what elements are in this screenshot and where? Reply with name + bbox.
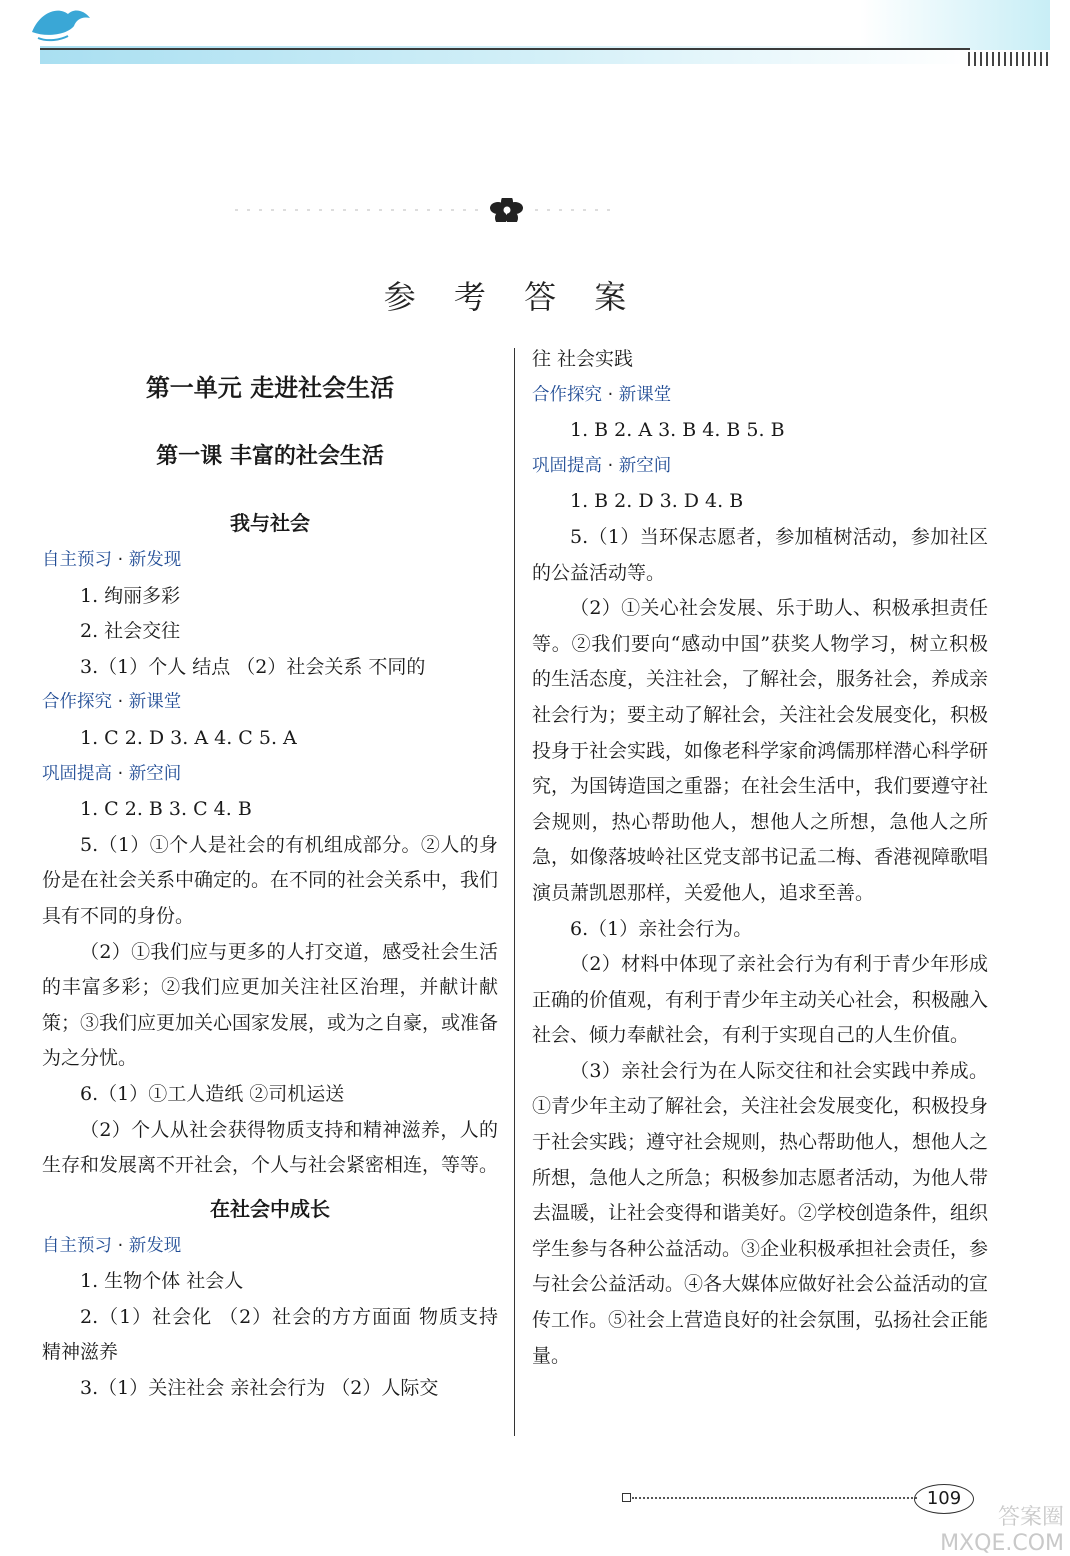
lesson-title: 第一课 丰富的社会生活 xyxy=(156,444,384,469)
answer-line: 6.（1）①工人造纸 ②司机运送 xyxy=(80,1082,345,1105)
answer-line: 1. 绚丽多彩 xyxy=(80,584,181,607)
section-label-explore: 合作探究 · 新课堂 xyxy=(42,692,182,713)
section-title: 我与社会 xyxy=(230,511,310,535)
answer-paragraph: 2.（1）社会化 （2）社会的方方面面 物质支持 精神滋养 xyxy=(42,1305,498,1364)
answer-line: 3.（1）个人 结点 （2）社会关系 不同的 xyxy=(80,655,426,678)
answer-paragraph: （2）①我们应与更多的人打交道，感受社会生活的丰富多彩；②我们应更加关注社区治理，并献计献策；③我们应更加关心国家发展，或为之自豪，或准备为之分忧。 xyxy=(42,940,499,1070)
left-column xyxy=(42,360,498,1407)
section-label-part: 自主预习 xyxy=(42,550,112,570)
flower-ornament-icon xyxy=(235,198,615,222)
answer-line: 6.（1）亲社会行为。 xyxy=(570,917,753,940)
answer-line: 1. C 2. B 3. C 4. B xyxy=(80,798,252,821)
footer-dotted-rule xyxy=(632,1497,917,1499)
section-label-improve: 巩固提高 · 新空间 xyxy=(42,763,182,784)
section-label-part: 巩固提高 xyxy=(42,763,112,784)
header-rule xyxy=(40,48,970,50)
section-label-part: 巩固提高 xyxy=(532,455,602,476)
answer-line: 1. B 2. D 3. D 4. B xyxy=(570,490,744,513)
section-label-part: 新空间 xyxy=(128,763,182,784)
page-title: 参 考 答 案 xyxy=(383,278,641,316)
section-label-part: 新发现 xyxy=(128,1235,182,1256)
header-ticks xyxy=(968,52,1048,66)
section-label-part: 新发现 xyxy=(128,550,182,570)
section-label-preview: 自主预习 · 新发现 xyxy=(42,1235,182,1256)
right-column xyxy=(532,342,988,1374)
section-label-preview: 自主预习 · 新发现 xyxy=(42,550,182,570)
answer-paragraph: 5.（1）①个人是社会的有机组成部分。②人的身份是在社会关系中确定的。在不同的社会关系中，我们具有不同的身份。 xyxy=(42,833,499,927)
answer-paragraph: （2）材料中体现了亲社会行为有利于青少年形成正确的价值观，有利于青少年主动关心社会，积极融入社会、倾力奉献社会，有利于实现自己的人生价值。 xyxy=(532,953,989,1047)
answer-line: 1. C 2. D 3. A 4. C 5. A xyxy=(80,726,297,749)
answer-line: 1. B 2. A 3. B 4. B 5. B xyxy=(570,419,785,442)
section-label-part: 新课堂 xyxy=(128,692,182,713)
answer-paragraph: （2）①关心社会发展、乐于助人、积极承担责任等。②我们要向“感动中国”获奖人物学习，树立积极的生活态度，关注社会，了解社会，服务社会，养成亲社会行为；要主动了解社会，关注社会发展变化，积极投身于社会实践，如像老科学家俞鸿儒那样潜心科学研究，为国铸造国之重器；在社会生活中，我们要遵守社会规则，热心帮助他人，想他人之所想，急他人之所急，如像落坡岭社区党支部书记孟二梅、香港视障歌唱演员萧凯恩那样，关爱他人，追求至善。 xyxy=(532,597,989,904)
section-label-part: 新课堂 xyxy=(618,384,672,405)
answer-paragraph: （2）个人从社会获得物质支持和精神滋养，人的生存和发展离不开社会，个人与社会紧密相连，等等。 xyxy=(42,1118,499,1177)
page-number: 109 xyxy=(914,1484,974,1514)
section-label-explore: 合作探究 · 新课堂 xyxy=(532,384,672,405)
bird-logo-icon xyxy=(28,4,94,44)
section-label-part: 合作探究 xyxy=(532,384,602,405)
section-label-part: 合作探究 xyxy=(42,692,112,713)
answer-line: 1. 生物个体 社会人 xyxy=(80,1270,244,1293)
answer-paragraph: 5.（1）当环保志愿者，参加植树活动，参加社区的公益活动等。 xyxy=(532,525,988,584)
footer-square-icon xyxy=(622,1493,631,1502)
answer-line: 往 社会实践 xyxy=(532,348,634,370)
section-label-improve: 巩固提高 · 新空间 xyxy=(532,455,672,476)
section-label-part: 自主预习 xyxy=(42,1235,112,1256)
unit-title: 第一单元 走进社会生活 xyxy=(145,374,395,402)
column-divider xyxy=(514,348,515,1436)
watermark: 答案圈 MXQE.COM xyxy=(940,1505,1064,1556)
answer-paragraph: （3）亲社会行为在人际交往和社会实践中养成。①青少年主动了解社会，关注社会发展变化，积极投身于社会实践；遵守社会规则，热心帮助他人，想他人之所想，急他人之所急；积极参加志愿者活动，为他人带去温暖，让社会变得和谐美好。②学校创造条件，组织学生参与各种公益活动。③企业积极承担社会责任，参与社会公益活动。④各大媒体应做好社会公益活动的宣传工作。⑤社会上营造良好的社会氛围，弘扬社会正能量。 xyxy=(532,1059,989,1367)
section-label-part: 新空间 xyxy=(618,455,672,476)
section-title: 在社会中成长 xyxy=(210,1196,330,1221)
header-fade xyxy=(860,0,1050,50)
answer-line: 3.（1）关注社会 亲社会行为 （2）人际交 xyxy=(80,1377,439,1400)
answer-line: 2. 社会交往 xyxy=(80,620,181,643)
